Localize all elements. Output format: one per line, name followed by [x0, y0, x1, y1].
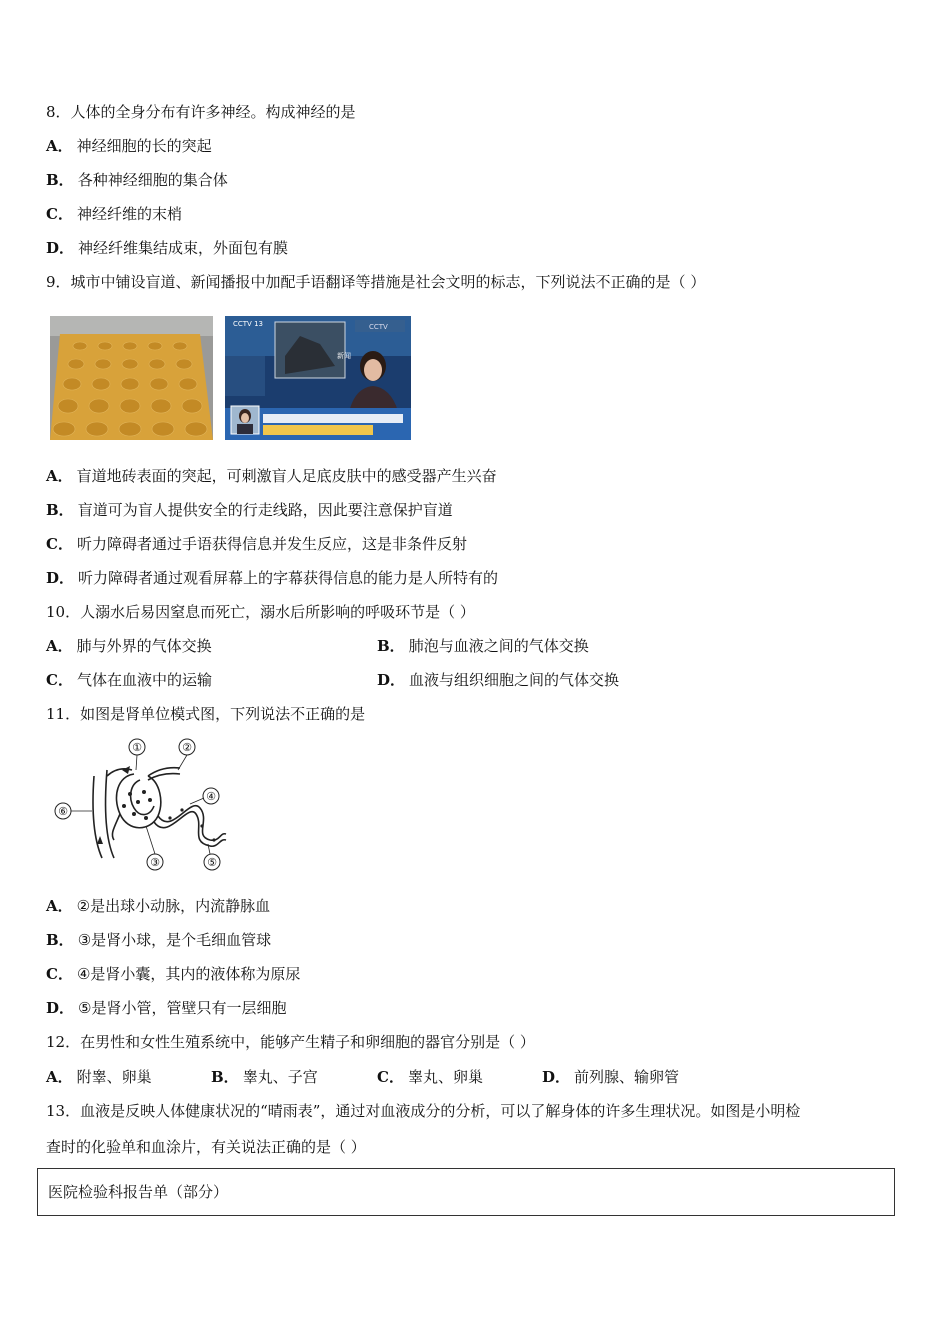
q12-option-c: C． 睾丸、卵巢: [377, 1068, 483, 1086]
q11-option-d: D． ⑤是肾小管，管壁只有一层细胞: [46, 999, 287, 1017]
nephron-diagram: [50, 736, 230, 872]
q9-option-d: D． 听力障碍者通过观看屏幕上的字幕获得信息的能力是人所特有的: [46, 569, 499, 587]
q10-stem: 10．人溺水后易因窒息而死亡，溺水后所影响的呼吸环节是（ ）: [46, 603, 475, 621]
q12-option-b: B． 睾丸、子宫: [211, 1068, 318, 1086]
svg-text:CCTV: CCTV: [369, 323, 388, 331]
q9-option-c: C． 听力障碍者通过手语获得信息并发生反应，这是非条件反射: [46, 535, 467, 553]
label-1: ①: [132, 741, 142, 754]
label-6: ⑥: [58, 805, 68, 818]
news-caption: 新闻: [337, 352, 351, 360]
q8-stem: 8．人体的全身分布有许多神经。构成神经的是: [46, 103, 356, 121]
q8-option-d: D． 神经纤维集结成束，外面包有膜: [46, 239, 289, 257]
q12-stem: 12．在男性和女性生殖系统中，能够产生精子和卵细胞的器官分别是（ ）: [46, 1033, 535, 1051]
q11-option-c: C． ④是肾小囊，其内的液体称为原尿: [46, 965, 301, 983]
q10-option-c: C． 气体在血液中的运输: [46, 671, 212, 689]
label-4: ④: [206, 790, 216, 803]
q8-option-b: B． 各种神经细胞的集合体: [46, 171, 228, 189]
news-broadcast-image: [225, 316, 411, 440]
q8-option-c: C． 神经纤维的末梢: [46, 205, 182, 223]
q10-option-b: B． 肺泡与血液之间的气体交换: [377, 637, 589, 655]
label-3: ③: [150, 856, 160, 869]
q12-option-d: D． 前列腺、输卵管: [542, 1068, 680, 1086]
q13-stem-line2: 查时的化验单和血涂片，有关说法正确的是（ ）: [46, 1138, 366, 1156]
q11-option-b: B． ③是肾小球，是个毛细血管球: [46, 931, 272, 949]
svg-text:CCTV 13: CCTV 13: [233, 320, 263, 328]
label-2: ②: [182, 741, 192, 754]
q11-stem: 11．如图是肾单位模式图，下列说法不正确的是: [46, 705, 366, 723]
q9-option-b: B． 盲道可为盲人提供安全的行走线路，因此要注意保护盲道: [46, 501, 453, 519]
q10-option-d: D． 血液与组织细胞之间的气体交换: [377, 671, 620, 689]
lab-report-title: 医院检验科报告单（部分）: [48, 1183, 229, 1201]
q10-option-a: A． 肺与外界的气体交换: [46, 637, 212, 655]
q9-option-a: A． 盲道地砖表面的突起，可刺激盲人足底皮肤中的感受器产生兴奋: [46, 467, 497, 485]
q8-option-a: A． 神经细胞的长的突起: [46, 137, 212, 155]
q13-stem-line1: 13．血液是反映人体健康状况的“晴雨表”，通过对血液成分的分析，可以了解身体的许多生理状况。如图是小明检: [46, 1102, 801, 1120]
label-5: ⑤: [207, 856, 217, 869]
tactile-paving-image: [50, 316, 213, 440]
q11-option-a: A． ②是出球小动脉，内流静脉血: [46, 897, 271, 915]
q9-stem: 9．城市中铺设盲道、新闻播报中加配手语翻译等措施是社会文明的标志，下列说法不正确的是（ ）: [46, 273, 706, 291]
q12-option-a: A． 附睾、卵巢: [46, 1068, 152, 1086]
lab-report-table: [37, 1168, 895, 1216]
